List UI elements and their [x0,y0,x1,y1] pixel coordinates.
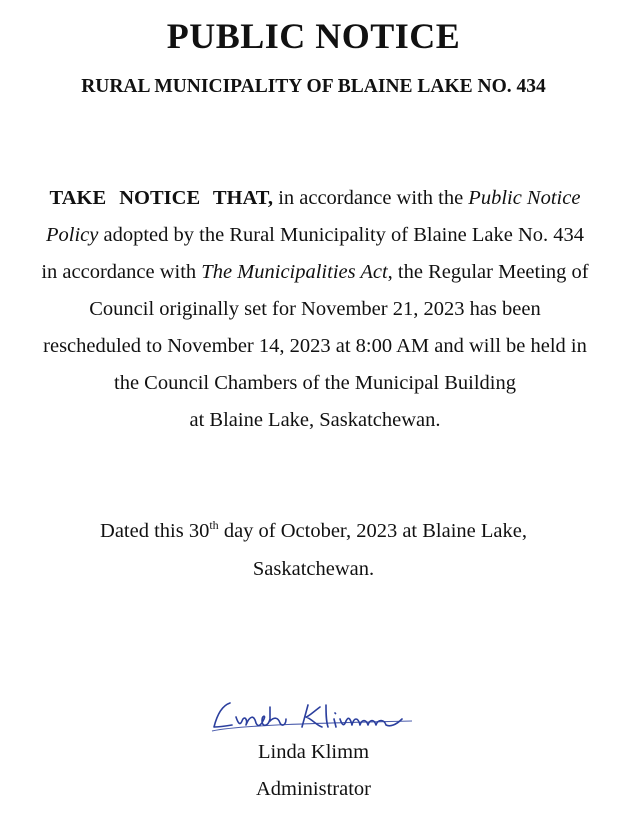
notice-line-7: at Blaine Lake, Saskatchewan. [189,409,441,431]
policy-name-part-2: Policy [46,224,99,246]
municipality-subtitle: RURAL MUNICIPALITY OF BLAINE LAKE NO. 434 [81,76,546,97]
notice-body [20,180,610,439]
notice-line-5: rescheduled to November 14, 2023 at 8:00 AM and will be held in [43,335,587,357]
notice-line-2 [20,217,610,254]
notice-line-1-text: in accordance with the [273,187,469,209]
act-name: The Municipalities Act [201,261,388,283]
notice-line-3-pre: in accordance with [41,261,202,283]
notice-line-6: the Council Chambers of the Municipal Building [114,372,516,394]
dated-line-1 [0,512,627,550]
dated-line-2: Saskatchewan. [252,558,375,580]
signatory-title: Administrator [255,778,371,800]
notice-line-1 [20,180,610,217]
notice-line-4: Council originally set for November 21, 2023 has been [89,298,541,320]
policy-name-part-1: Public Notice [468,187,581,209]
page-title: PUBLIC NOTICE [166,16,461,56]
dated-pre: Dated this 30 [100,520,210,542]
take-notice-lead: TAKE NOTICE THAT, [49,187,274,209]
notice-line-3-post: , the Regular Meeting of [387,261,589,283]
signatory-name: Linda Klimm [257,741,370,763]
handwritten-signature [200,697,420,737]
dated-ordinal-suffix: th [209,518,219,532]
dated-post: day of October, 2023 at Blaine Lake, [218,520,527,542]
notice-line-2-text: adopted by the Rural Municipality of Blaine Lake No. 434 [98,224,584,246]
notice-line-3 [20,254,610,291]
dated-statement [0,512,627,588]
